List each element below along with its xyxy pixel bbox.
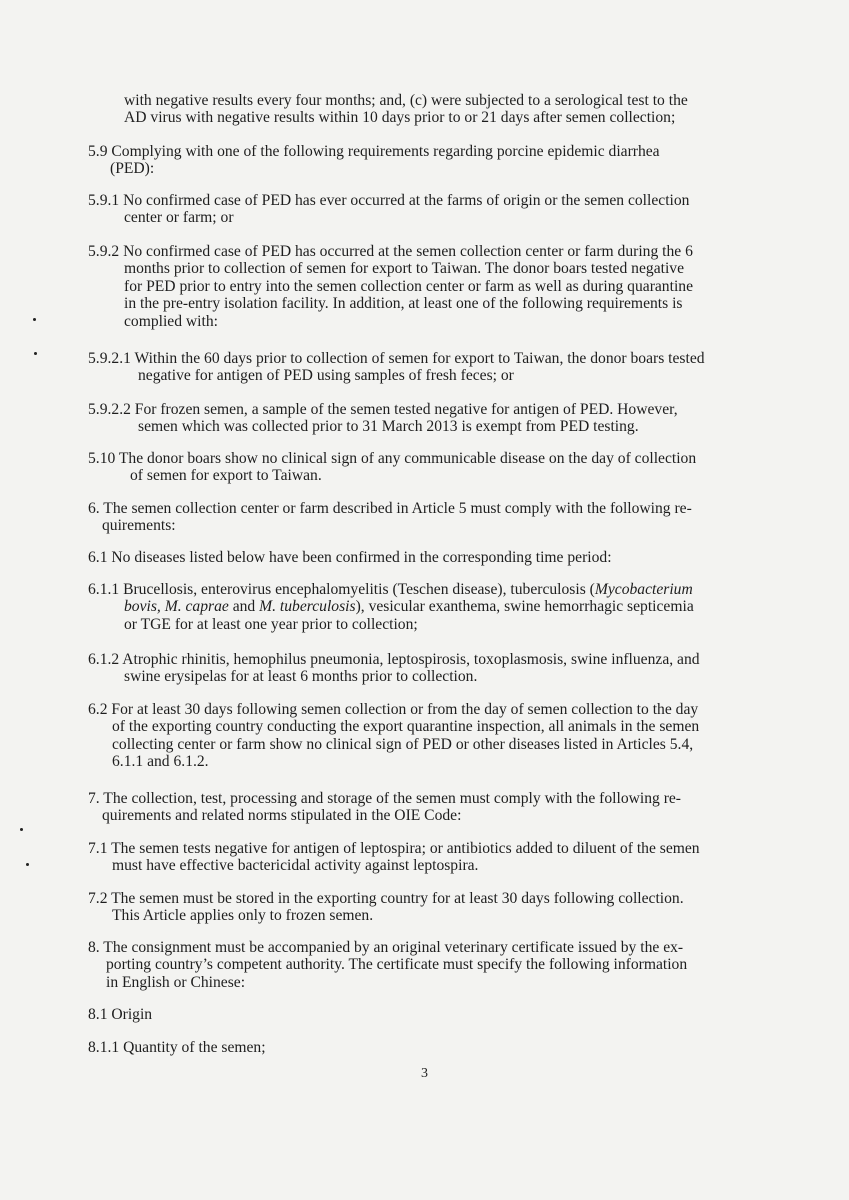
text-line: 5.9.2.2 For frozen semen, a sample of the semen tested negative for antigen of PED. However, xyxy=(88,401,678,418)
scan-speck xyxy=(26,863,29,866)
text-line: for PED prior to entry into the semen collection center or farm as well as during quarantine xyxy=(124,277,693,295)
text-line: 5.9.2 No confirmed case of PED has occurred at the semen collection center or farm during the 6 xyxy=(88,243,693,260)
paragraph-7 xyxy=(88,790,750,825)
text-line: in English or Chinese: xyxy=(106,973,246,991)
text-line: quirements and related norms stipulated in the OIE Code: xyxy=(102,807,462,825)
paragraph-5-9-1 xyxy=(88,192,750,227)
paragraph-6-2 xyxy=(88,701,750,771)
text-line: of semen for export to Taiwan. xyxy=(130,467,322,485)
text-line: (PED): xyxy=(110,160,155,178)
text-line: semen which was collected prior to 31 March 2013 is exempt from PED testing. xyxy=(138,418,639,436)
paragraph-5-9 xyxy=(88,143,750,178)
italic-text-run: Mycobacterium xyxy=(594,581,693,598)
page-number: 3 xyxy=(421,1066,428,1081)
paragraph-6 xyxy=(88,500,750,535)
text-line: 7. The collection, test, processing and storage of the semen must comply with the following re- xyxy=(88,790,682,807)
text-line: 8.1.1 Quantity of the semen; xyxy=(88,1039,266,1056)
paragraph-7-1 xyxy=(88,840,750,875)
scan-speck xyxy=(34,352,37,355)
text-line: swine erysipelas for at least 6 months prior to collection. xyxy=(124,668,478,686)
text-line: 8.1 Origin xyxy=(88,1006,153,1023)
text-line: in the pre-entry isolation facility. In addition, at least one of the following requirements is xyxy=(124,295,683,313)
text-line: This Article applies only to frozen semen. xyxy=(112,907,374,925)
text-line: center or farm; or xyxy=(124,209,234,227)
paragraph-5-9-2 xyxy=(88,243,750,330)
text-line: 6. The semen collection center or farm described in Article 5 must comply with the following re- xyxy=(88,500,692,517)
text-line: months prior to collection of semen for export to Taiwan. The donor boars tested negative xyxy=(124,260,684,278)
italic-text-run: M. tuberculosis xyxy=(259,598,356,616)
text-line: 6.2 For at least 30 days following semen collection or from the day of semen collection to the day xyxy=(88,701,699,718)
text-line: with negative results every four months; and, (c) were subjected to a serological test to the xyxy=(124,92,688,109)
text-line: 6.1.1 and 6.1.2. xyxy=(112,753,209,771)
text-line: 5.9 Complying with one of the following requirements regarding porcine epidemic diarrhea xyxy=(88,143,660,160)
text-line: 7.1 The semen tests negative for antigen of leptospira; or antibiotics added to diluent of the semen xyxy=(88,840,700,857)
text-run: 6.1.1 Brucellosis, enterovirus encephalomyelitis (Teschen disease), tuberculosis ( xyxy=(88,581,595,598)
text-line: 6.1 No diseases listed below have been confirmed in the corresponding time period: xyxy=(88,549,612,566)
paragraph-8-1 xyxy=(88,1006,750,1023)
text-line: porting country’s competent authority. The certificate must specify the following information xyxy=(106,956,688,974)
text-line: must have effective bactericidal activity against leptospira. xyxy=(112,857,479,875)
text-line: collecting center or farm show no clinical sign of PED or other diseases listed in Articles 5.4, xyxy=(112,735,694,753)
text-line: or TGE for at least one year prior to collection; xyxy=(124,615,418,633)
text-line: 7.2 The semen must be stored in the exporting country for at least 30 days following collection. xyxy=(88,890,684,907)
text-line: negative for antigen of PED using samples of fresh feces; or xyxy=(138,367,514,385)
text-line xyxy=(88,598,750,615)
paragraph-8 xyxy=(88,939,750,991)
paragraph-6-1-2 xyxy=(88,651,750,686)
paragraph-6-1-1 xyxy=(88,581,750,633)
text-run: and xyxy=(228,598,260,616)
paragraph-5-9-2-1 xyxy=(88,350,750,385)
text-line: complied with: xyxy=(124,312,218,330)
text-line xyxy=(88,581,750,598)
text-line: quirements: xyxy=(102,517,176,535)
text-line: 5.9.2.1 Within the 60 days prior to collection of semen for export to Taiwan, the donor boars tested xyxy=(88,350,705,367)
text-line: 5.10 The donor boars show no clinical sign of any communicable disease on the day of collection xyxy=(88,450,697,467)
scan-speck xyxy=(33,318,36,321)
text-line: 6.1.2 Atrophic rhinitis, hemophilus pneumonia, leptospirosis, toxoplasmosis, swine influenza, and xyxy=(88,651,700,668)
text-line: 8. The consignment must be accompanied by an original veterinary certificate issued by the ex- xyxy=(88,939,684,956)
paragraph-5-8-continuation xyxy=(88,92,750,127)
paragraph-8-1-1 xyxy=(88,1039,750,1056)
paragraph-5-10 xyxy=(88,450,750,485)
text-run: ), vesicular exanthema, swine hemorrhagic septicemia xyxy=(355,598,694,616)
scan-speck xyxy=(20,828,23,831)
text-line: AD virus with negative results within 10 days prior to or 21 days after semen collection; xyxy=(124,109,676,127)
paragraph-6-1 xyxy=(88,549,750,566)
paragraph-5-9-2-2 xyxy=(88,401,750,436)
italic-text-run: bovis, M. caprae xyxy=(124,598,229,616)
text-line: 5.9.1 No confirmed case of PED has ever occurred at the farms of origin or the semen collection xyxy=(88,192,690,209)
text-line: of the exporting country conducting the export quarantine inspection, all animals in the semen xyxy=(112,718,700,736)
paragraph-7-2 xyxy=(88,890,750,925)
